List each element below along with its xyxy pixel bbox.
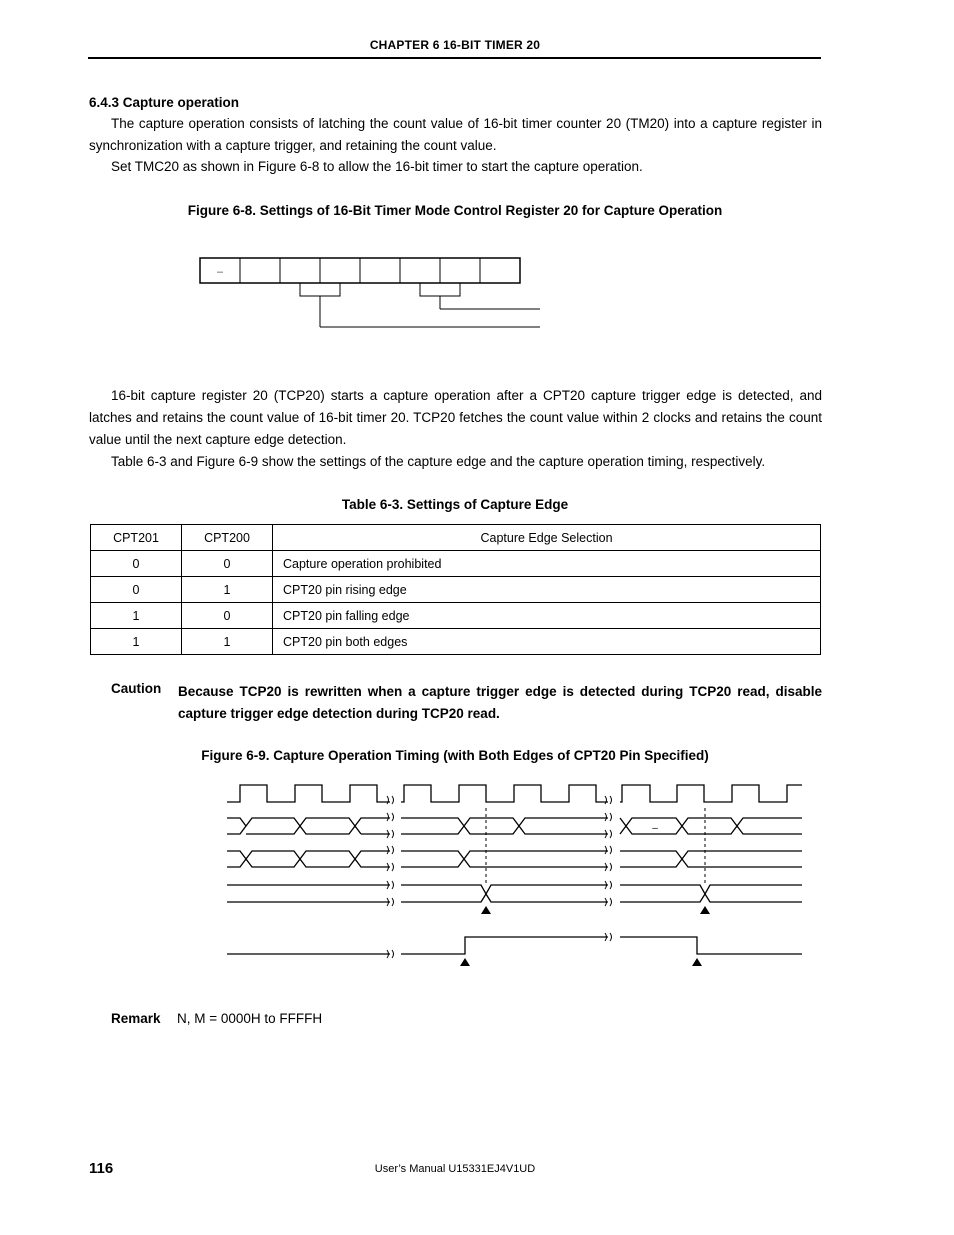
remark-text: N, M = 0000H to FFFFH xyxy=(177,1011,323,1026)
section-title: 6.4.3 Capture operation xyxy=(89,95,240,110)
capture-bus xyxy=(620,851,802,867)
cell-edge: CPT20 pin both edges xyxy=(273,629,821,655)
header-cpt200: CPT200 xyxy=(182,525,273,551)
paragraph-1: The capture operation consists of latching the count value of 16-bit timer counter 20 (TM20) into a capture register in synchronization with a capture trigger, and retaining the count value. xyxy=(89,116,822,153)
table-row xyxy=(91,603,821,629)
timing-diagram xyxy=(0,770,954,980)
figure-6-9-caption: Figure 6-9. Capture Operation Timing (with Both Edges of CPT20 Pin Specified) xyxy=(201,748,709,763)
count-bus xyxy=(620,818,802,834)
caution-label: Caution xyxy=(111,681,162,696)
capture-bus xyxy=(401,851,608,867)
bus-value-label: – xyxy=(652,823,658,834)
register-cell-label: – xyxy=(216,266,224,278)
remark-label: Remark xyxy=(111,1011,161,1026)
cell-cpt201: 0 xyxy=(91,551,182,577)
edge-arrow xyxy=(460,958,470,966)
cell-edge: CPT20 pin rising edge xyxy=(273,577,821,603)
table-header-row xyxy=(91,525,821,551)
caution-text: Because TCP20 is rewritten when a capture trigger edge is detected during TCP20 read, disable capture trigger edge detection during TCP20 read. xyxy=(178,684,822,721)
trigger-arrow xyxy=(700,906,710,914)
bracket-right xyxy=(420,283,460,296)
cell-cpt201: 0 xyxy=(91,577,182,603)
cell-cpt200: 1 xyxy=(182,629,273,655)
count-bus xyxy=(401,818,608,834)
table-6-3-caption: Table 6-3. Settings of Capture Edge xyxy=(341,497,569,512)
cell-cpt200: 0 xyxy=(182,603,273,629)
cell-cpt201: 1 xyxy=(91,603,182,629)
table-row xyxy=(91,551,821,577)
capture-bus xyxy=(227,851,390,867)
paragraph-4: Table 6-3 and Figure 6-9 show the settings of the capture edge and the capture operation timing, respectively. xyxy=(111,454,766,469)
footer-manual: User’s Manual U15331EJ4V1UD xyxy=(374,1163,536,1175)
edge-detect-bus xyxy=(227,885,802,902)
register-diagram xyxy=(0,0,954,340)
clock-waveform xyxy=(227,785,802,802)
cell-cpt200: 1 xyxy=(182,577,273,603)
paragraph-3: 16-bit capture register 20 (TCP20) starts a capture operation after a CPT20 capture trigger edge is detected, and latches and retains the count value of 16-bit timer 20. TCP20 fetches the count value within 2 clocks and retains the count value until the next capture edge detection. xyxy=(89,388,822,447)
count-bus xyxy=(227,818,390,834)
table-row xyxy=(91,629,821,655)
header-cpt201: CPT201 xyxy=(91,525,182,551)
break-marks xyxy=(387,796,612,958)
header-edge-selection: Capture Edge Selection xyxy=(273,525,821,551)
capture-edge-table xyxy=(90,524,821,655)
figure-6-8-caption: Figure 6-8. Settings of 16-Bit Timer Mode Control Register 20 for Capture Operation xyxy=(187,203,723,218)
paragraph-2: Set TMC20 as shown in Figure 6-8 to allow the 16-bit timer to start the capture operation. xyxy=(111,159,643,174)
cell-cpt200: 0 xyxy=(182,551,273,577)
table-row xyxy=(91,577,821,603)
cell-edge: CPT20 pin falling edge xyxy=(273,603,821,629)
bracket-left xyxy=(300,283,340,296)
page-number: 116 xyxy=(89,1160,114,1177)
page-header: CHAPTER 6 16-BIT TIMER 20 xyxy=(369,38,541,52)
cell-cpt201: 1 xyxy=(91,629,182,655)
cpt20-signal xyxy=(227,937,802,954)
cell-edge: Capture operation prohibited xyxy=(273,551,821,577)
trigger-arrow xyxy=(481,906,491,914)
edge-arrow xyxy=(692,958,702,966)
